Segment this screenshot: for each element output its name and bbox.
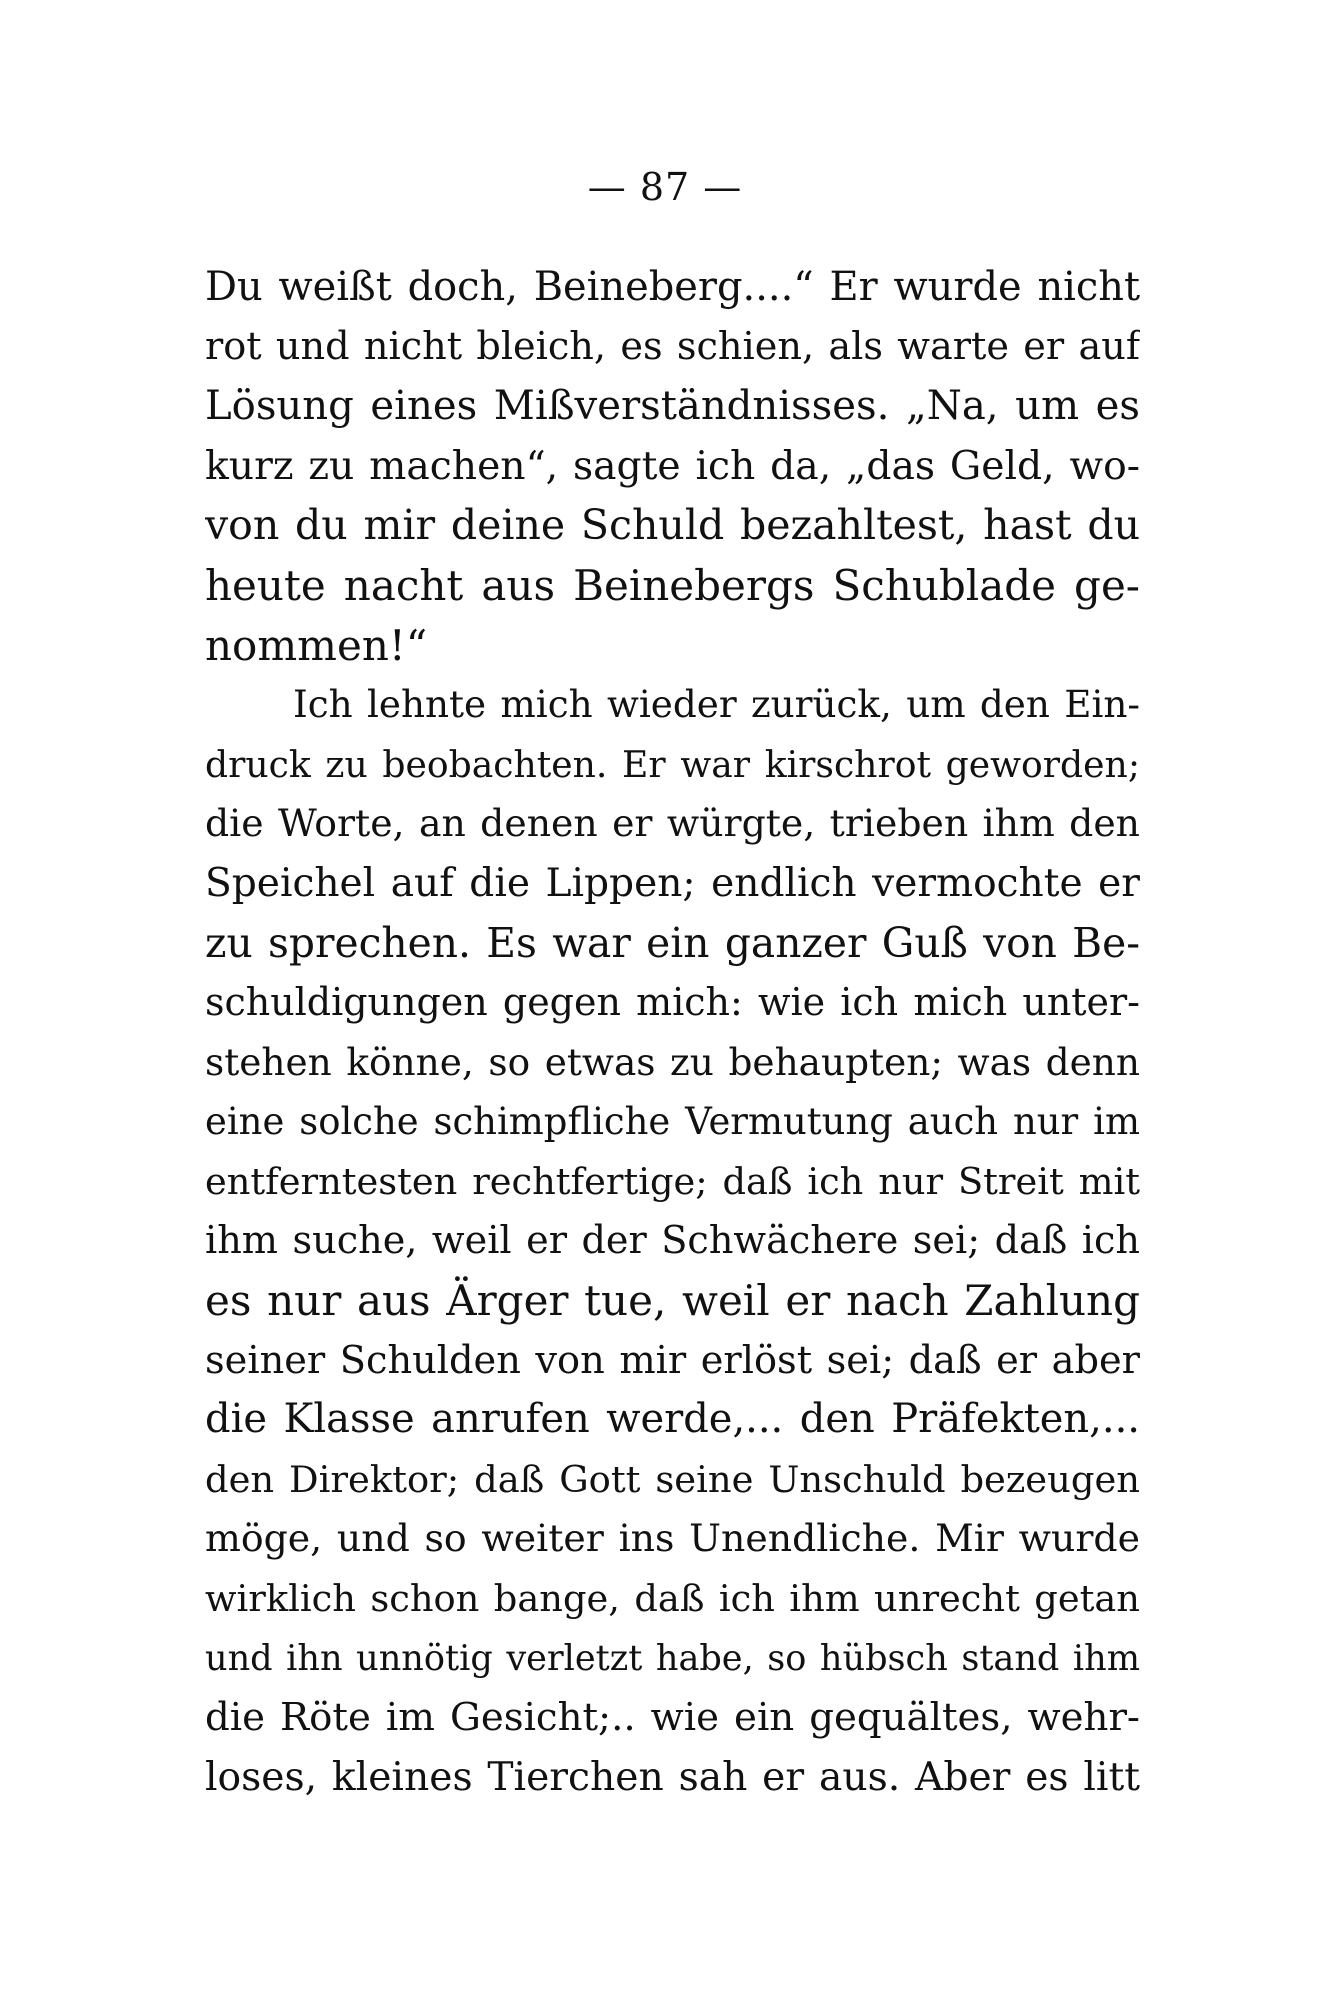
text-line: Du weißt doch, Beineberg....“ Er wurde nicht bbox=[205, 264, 1140, 310]
text-line: seiner Schulden von mir erlöst sei; daß er aber bbox=[205, 1337, 1140, 1383]
text-line: zu sprechen. Es war ein ganzer Guß von Be- bbox=[205, 918, 1140, 967]
text-line: möge, und so weiter ins Unendliche. Mir wurde bbox=[205, 1516, 1140, 1561]
text-line: von du mir deine Schuld bezahltest, hast du bbox=[205, 501, 1140, 550]
text-line: schuldigungen gegen mich: wie ich mich unter- bbox=[205, 980, 1140, 1025]
text-line: die Worte, an denen er würgte, trieben ihm den bbox=[205, 801, 1140, 846]
text-line: und ihn unnötig verletzt habe, so hübsch stand ihm bbox=[205, 1637, 1140, 1679]
text-line: die Klasse anrufen werde,... den Präfekten,... bbox=[205, 1396, 1140, 1443]
text-line: Speichel auf die Lippen; endlich vermochte er bbox=[205, 860, 1140, 906]
text-line: kurz zu machen“, sagte ich da, „das Geld, wo- bbox=[205, 443, 1140, 489]
page-number: — 87 — bbox=[587, 165, 743, 209]
text-line: Lösung eines Mißverständnisses. „Na, um es bbox=[205, 383, 1140, 430]
text-line: ihm suche, weil er der Schwächere sei; daß ich bbox=[205, 1218, 1140, 1263]
text-line: nommen!“ bbox=[205, 620, 428, 670]
text-line: den Direktor; daß Gott seine Unschuld bezeugen bbox=[205, 1457, 1140, 1501]
text-line: rot und nicht bleich, es schien, als warte er auf bbox=[205, 324, 1140, 369]
text-line: heute nacht aus Beinebergs Schublade ge- bbox=[205, 560, 1140, 610]
text-line: wirklich schon bange, daß ich ihm unrecht getan bbox=[205, 1577, 1140, 1621]
text-line: entferntesten rechtfertige; daß ich nur Streit mit bbox=[205, 1159, 1140, 1203]
text-line: druck zu beobachten. Er war kirschrot geworden; bbox=[205, 742, 1140, 786]
paragraph-first-line: Ich lehnte mich wieder zurück, um den Ein- bbox=[293, 682, 1140, 727]
text-line: die Röte im Gesicht;.. wie ein gequältes, wehr- bbox=[205, 1695, 1140, 1741]
text-line: loses, kleines Tierchen sah er aus. Aber es litt bbox=[205, 1754, 1140, 1800]
text-line: stehen könne, so etwas zu behaupten; was denn bbox=[205, 1039, 1140, 1084]
text-line: eine solche schimpfliche Vermutung auch nur im bbox=[205, 1100, 1140, 1144]
body-text bbox=[205, 258, 1140, 1807]
text-line: es nur aus Ärger tue, weil er nach Zahlung bbox=[205, 1276, 1140, 1326]
